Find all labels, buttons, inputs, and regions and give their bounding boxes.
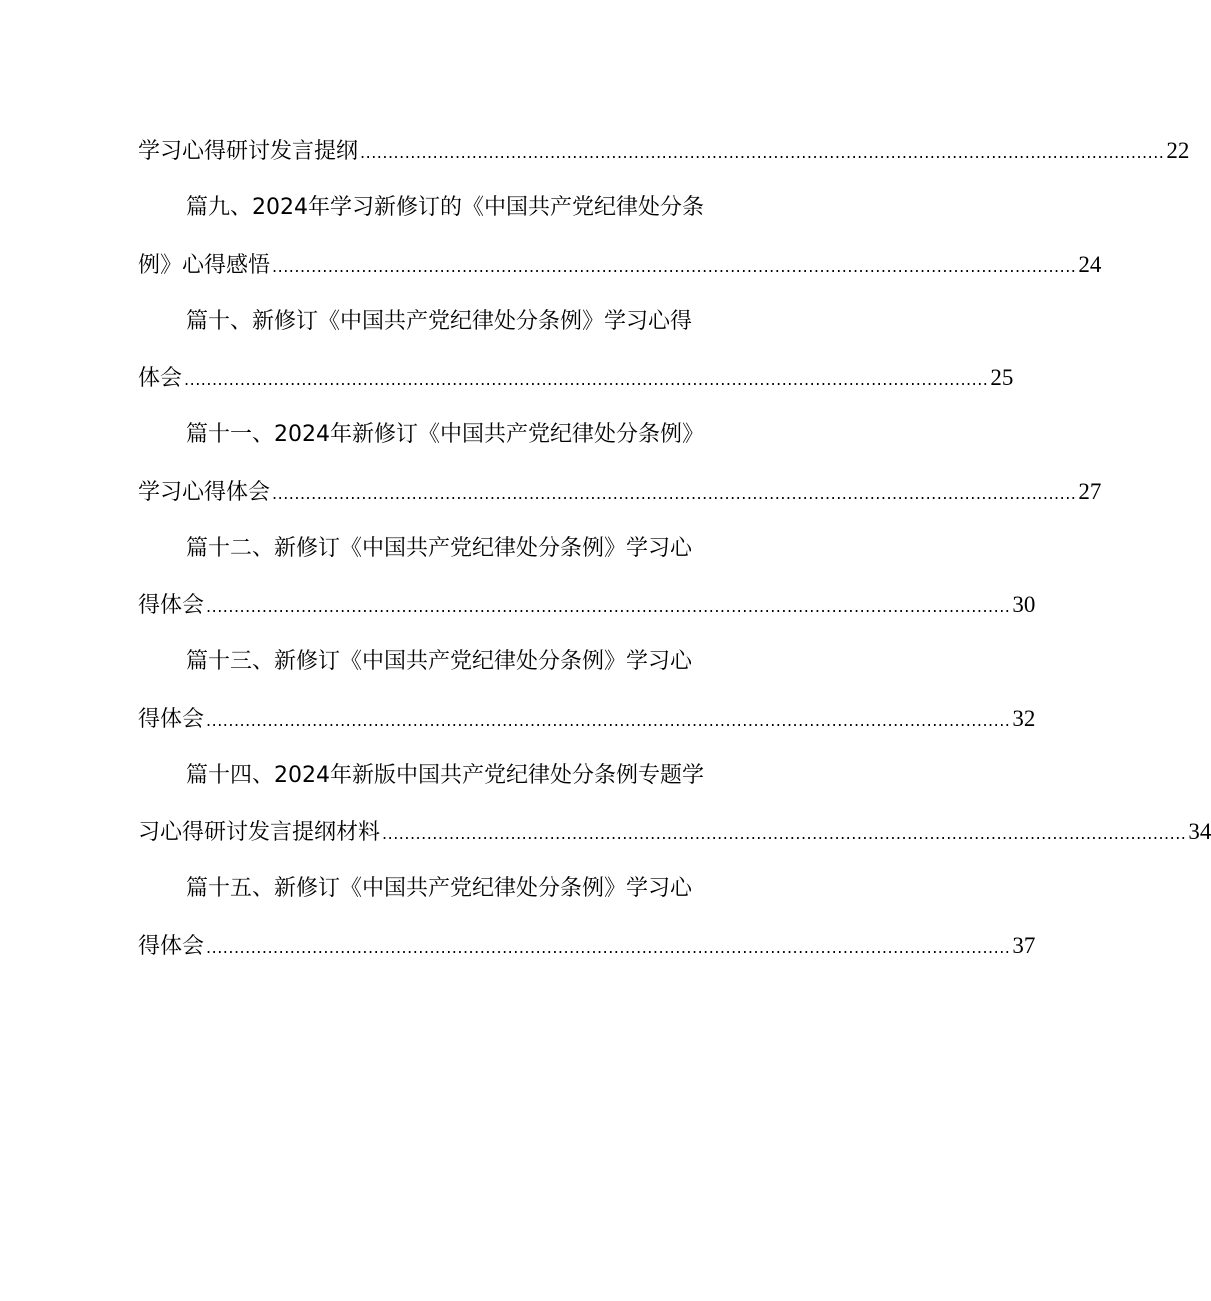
toc-leader-dots: ................................................................................................................................................ xyxy=(206,938,1011,957)
toc-leader-dots: ................................................................................................................................................ xyxy=(272,484,1077,503)
toc-entry-title-first-line[interactable]: 篇十一、2024年新修订《中国共产党纪律处分条例》 xyxy=(186,422,704,447)
toc-entry-title-first-line[interactable]: 篇十五、新修订《中国共产党纪律处分条例》学习心 xyxy=(186,876,693,901)
toc-entry-title: 例》心得感悟 xyxy=(138,253,271,278)
toc-entry-title: 学习心得体会 xyxy=(138,480,271,505)
toc-page-number: 34 xyxy=(1188,819,1211,844)
toc-leader-dots: ................................................................................................................................................ xyxy=(272,257,1077,276)
toc-leader-dots: ................................................................................................................................................ xyxy=(206,597,1011,616)
toc-entry-title-first-line[interactable]: 篇十四、2024年新版中国共产党纪律处分条例专题学 xyxy=(186,763,704,788)
toc-page-number: 30 xyxy=(1012,592,1036,617)
toc-entry-title: 习心得研讨发言提纲材料 xyxy=(138,820,381,845)
toc-entry-title: 得体会 xyxy=(138,934,205,959)
toc-entry-line[interactable] xyxy=(138,589,1036,621)
toc-entry-line[interactable] xyxy=(138,249,1102,281)
toc-page-number: 24 xyxy=(1078,252,1102,277)
toc-entry-title: 得体会 xyxy=(138,593,205,618)
toc-entry-line[interactable] xyxy=(138,703,1036,735)
toc-entry-title-first-line[interactable]: 篇九、2024年学习新修订的《中国共产党纪律处分条 xyxy=(186,195,704,220)
toc-entry-title-first-line[interactable]: 篇十、新修订《中国共产党纪律处分条例》学习心得 xyxy=(186,309,693,334)
toc-leader-dots: ................................................................................................................................................ xyxy=(360,143,1165,162)
toc-entry-line[interactable] xyxy=(138,930,1036,962)
toc-entry-title: 学习心得研讨发言提纲 xyxy=(138,139,359,164)
toc-entry-line[interactable] xyxy=(138,135,1190,167)
toc-page-number: 25 xyxy=(990,365,1014,390)
toc-entry-title-first-line[interactable]: 篇十三、新修订《中国共产党纪律处分条例》学习心 xyxy=(186,649,693,674)
toc-page-number: 32 xyxy=(1012,706,1036,731)
toc-entry-title: 得体会 xyxy=(138,707,205,732)
toc-leader-dots: ................................................................................................................................................ xyxy=(184,370,989,389)
toc-entry-title-first-line[interactable]: 篇十二、新修订《中国共产党纪律处分条例》学习心 xyxy=(186,536,693,561)
toc-entry-line[interactable] xyxy=(138,362,1014,394)
toc-entry-title: 体会 xyxy=(138,366,183,391)
toc-leader-dots: ................................................................................................................................................ xyxy=(382,824,1187,843)
toc-page-number: 22 xyxy=(1166,138,1190,163)
toc-leader-dots: ................................................................................................................................................ xyxy=(206,711,1011,730)
toc-page-number: 37 xyxy=(1012,933,1036,958)
toc-entry-line[interactable] xyxy=(138,816,1211,848)
toc-page-number: 27 xyxy=(1078,479,1102,504)
toc-entry-line[interactable] xyxy=(138,476,1102,508)
